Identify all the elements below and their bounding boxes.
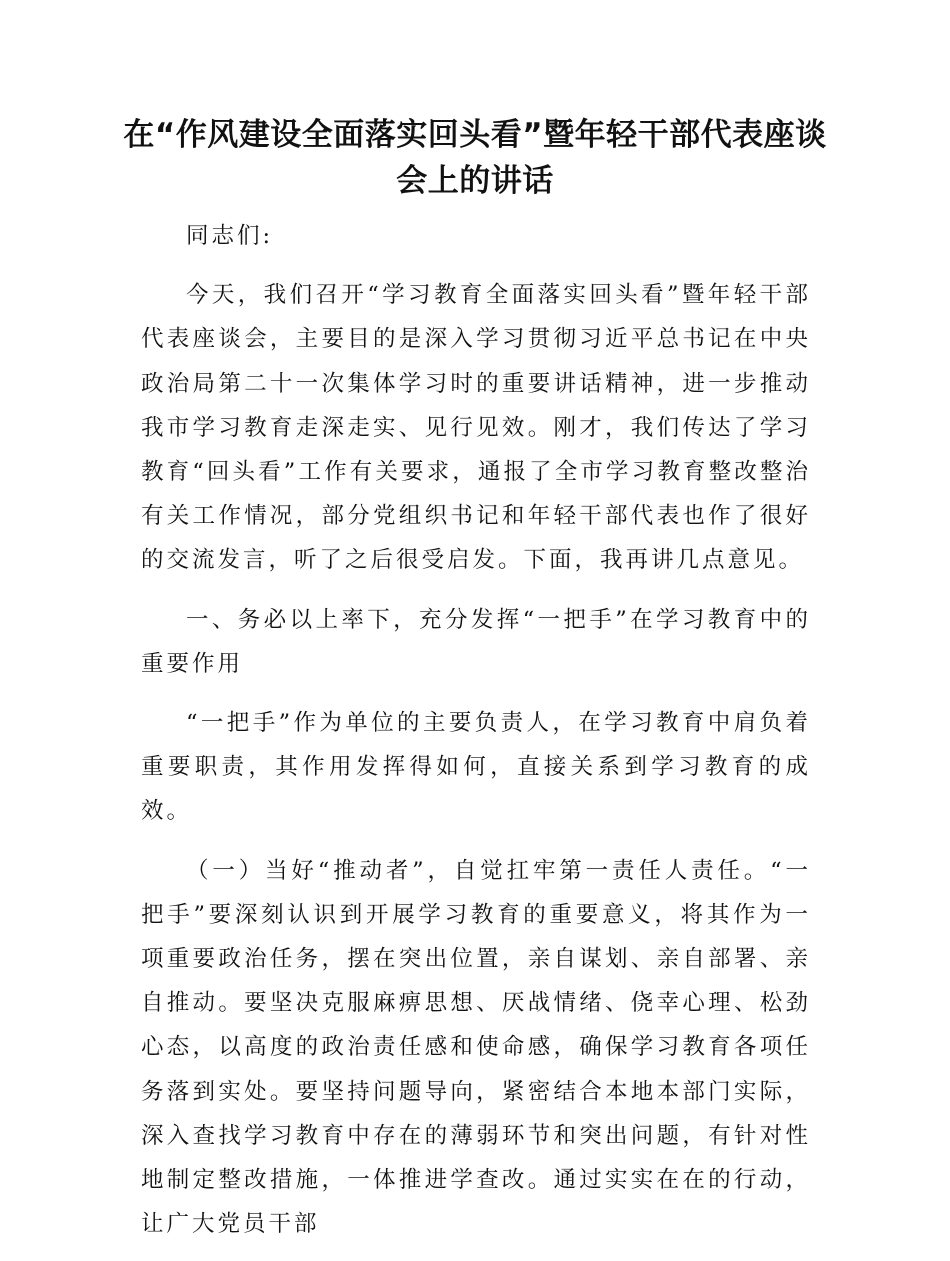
paragraph-leader-role: “一把手”作为单位的主要负责人，在学习教育中肩负着重要职责，其作用发挥得如何，直接关系到学习教育的成效。: [141, 710, 811, 825]
paragraph-subsection-1: （一）当好“推动者”，自觉扛牢第一责任人责任。“一把手”要深刻认识到开展学习教育的重要意义，将其作为一项重要政治任务，摆在突出位置，亲自谋划、亲自部署、亲自推动。要坚决克服麻痹思想、厌战情绪、侥幸心理、松劲心态，以高度的政治责任感和使命感，确保学习教育各项任务落到实处。要坚持问题导向，紧密结合本地本部门实际，深入查找学习教育中存在的薄弱环节和突出问题，有针对性地制定整改措施，一体推进学查改。通过实实在在的行动，让广大党员干部: [141, 857, 811, 1238]
document-body: [141, 214, 811, 1261]
paragraph-opening: 今天，我们召开“学习教育全面落实回头看”暨年轻干部代表座谈会，主要目的是深入学习贯彻习近平总书记在中央政治局第二十一次集体学习时的重要讲话精神，进一步推动我市学习教育走深走实、见行见效。刚才，我们传达了学习教育“回头看”工作有关要求，通报了全市学习教育整改整治有关工作情况，部分党组织书记和年轻干部代表也作了很好的交流发言，听了之后很受启发。下面，我再讲几点意见。: [141, 282, 811, 574]
section-heading-1: 一、务必以上率下，充分发挥“一把手”在学习教育中的重要作用: [141, 606, 811, 677]
salutation: 同志们:: [186, 223, 274, 249]
document-title: 在“作风建设全面落实回头看”暨年轻干部代表座谈会上的讲话: [123, 117, 827, 199]
